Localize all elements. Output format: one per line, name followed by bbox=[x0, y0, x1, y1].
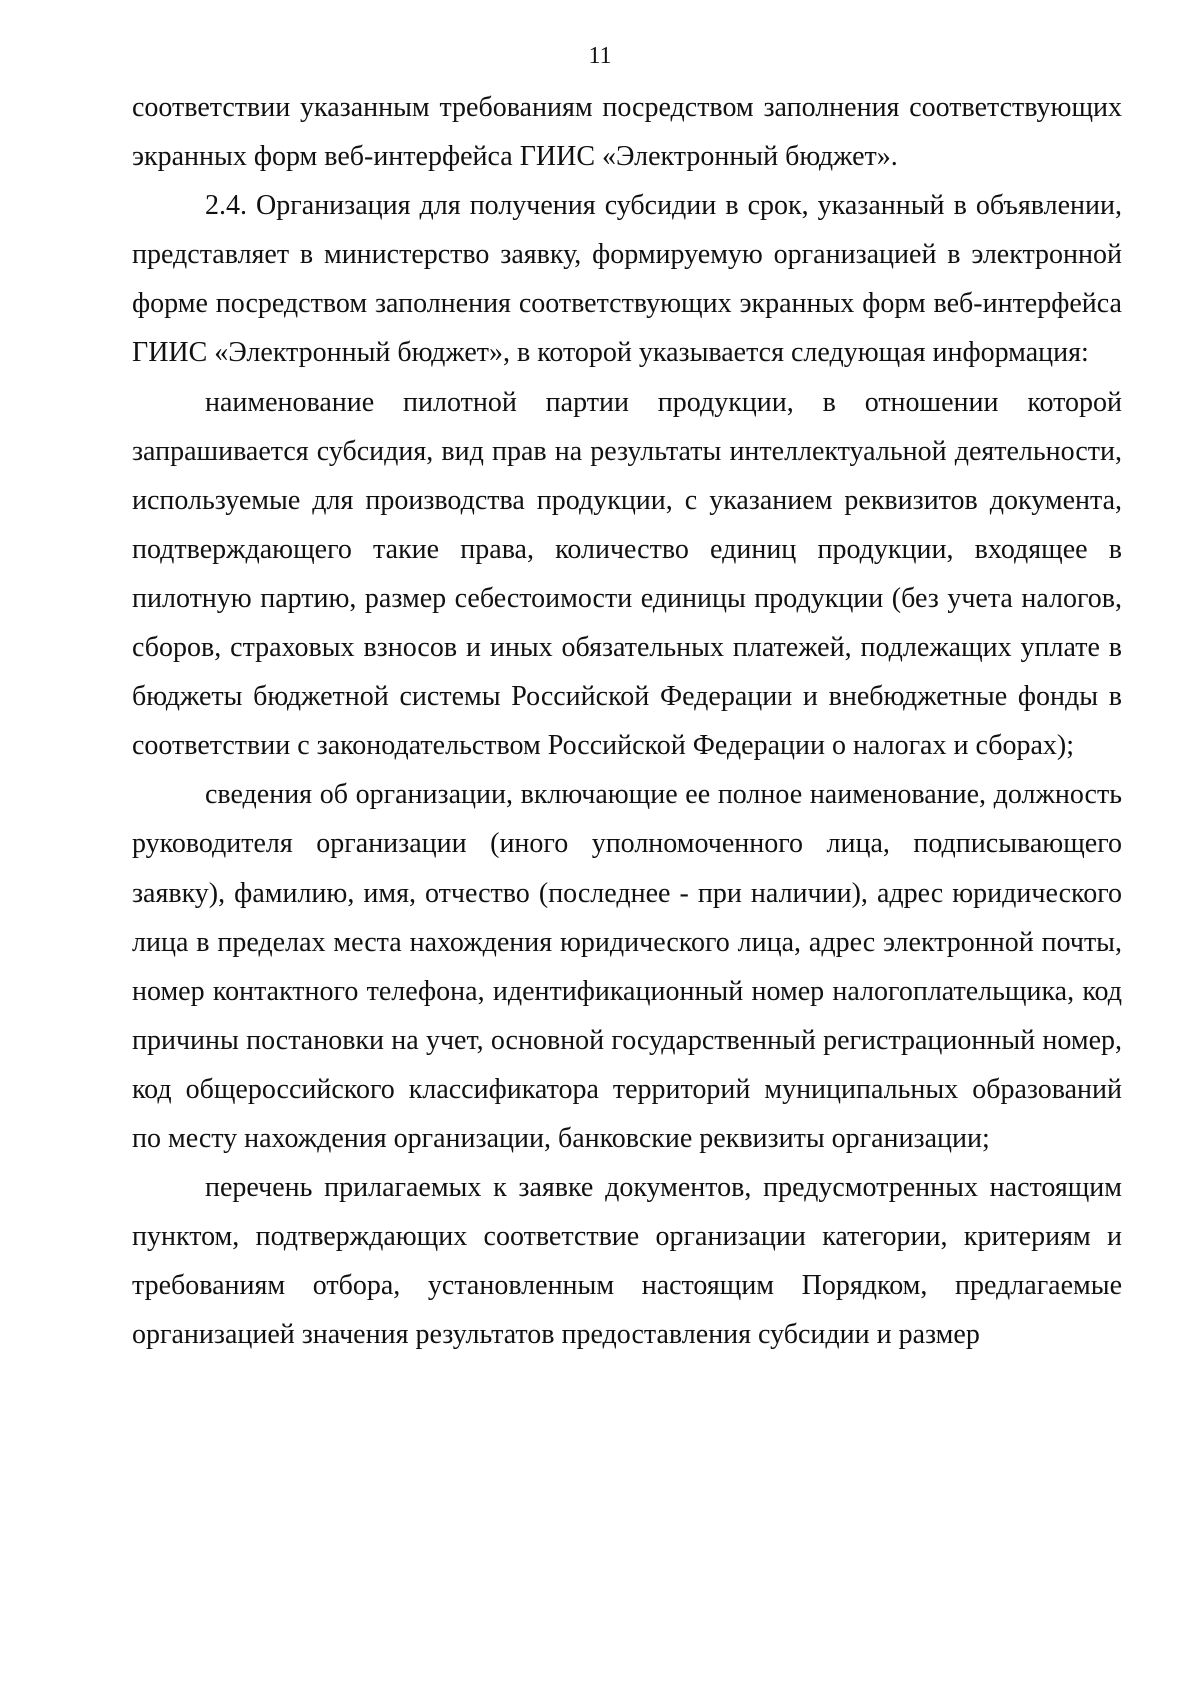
paragraph-2-4: 2.4. Организация для получения субсидии в срок, указанный в объявлении, представляет в министерство заявку, формируемую организацией в электронной форме посредством заполнения соответствующих экранных форм веб-интерфейса ГИИС «Электронный бюджет», в которой указывается следующая информация: bbox=[132, 190, 1122, 369]
paragraph-continuation: соответствии указанным требованиям посредством заполнения соответствующих экранных форм веб-интерфейса ГИИС «Электронный бюджет». bbox=[132, 92, 1122, 173]
document-body bbox=[132, 83, 1122, 1359]
paragraph-product-info: наименование пилотной партии продукции, в отношении которой запрашивается субсидия, вид прав на результаты интеллектуальной деятельности, используемые для производства продукции, с указанием реквизитов документа, подтверждающего такие права, количество единиц продукции, входящее в пилотную партию, размер себестоимости единицы продукции (без учета налогов, сборов, страховых взносов и иных обязательных платежей, подлежащих уплате в бюджеты бюджетной системы Российской Федерации и внебюджетные фонды в соответствии с законодательством Российской Федерации о налогах и сборах); bbox=[132, 386, 1122, 762]
paragraph-documents-list: перечень прилагаемых к заявке документов, предусмотренных настоящим пунктом, подтверждающих соответствие организации категории, критериям и требованиям отбора, установленным настоящим Порядком, предлагаемые организацией значения результатов предоставления субсидии и размер bbox=[132, 1172, 1122, 1351]
page-number: 11 bbox=[588, 43, 612, 69]
paragraph-organization-info: сведения об организации, включающие ее полное наименование, должность руководителя организации (иного уполномоченного лица, подписывающего заявку), фамилию, имя, отчество (последнее - при наличии), адрес юридического лица в пределах места нахождения юридического лица, адрес электронной почты, номер контактного телефона, идентификационный номер налогоплательщика, код причины постановки на учет, основной государственный регистрационный номер, код общероссийского классификатора территорий муниципальных образований по месту нахождения организации, банковские реквизиты организации; bbox=[132, 779, 1122, 1154]
